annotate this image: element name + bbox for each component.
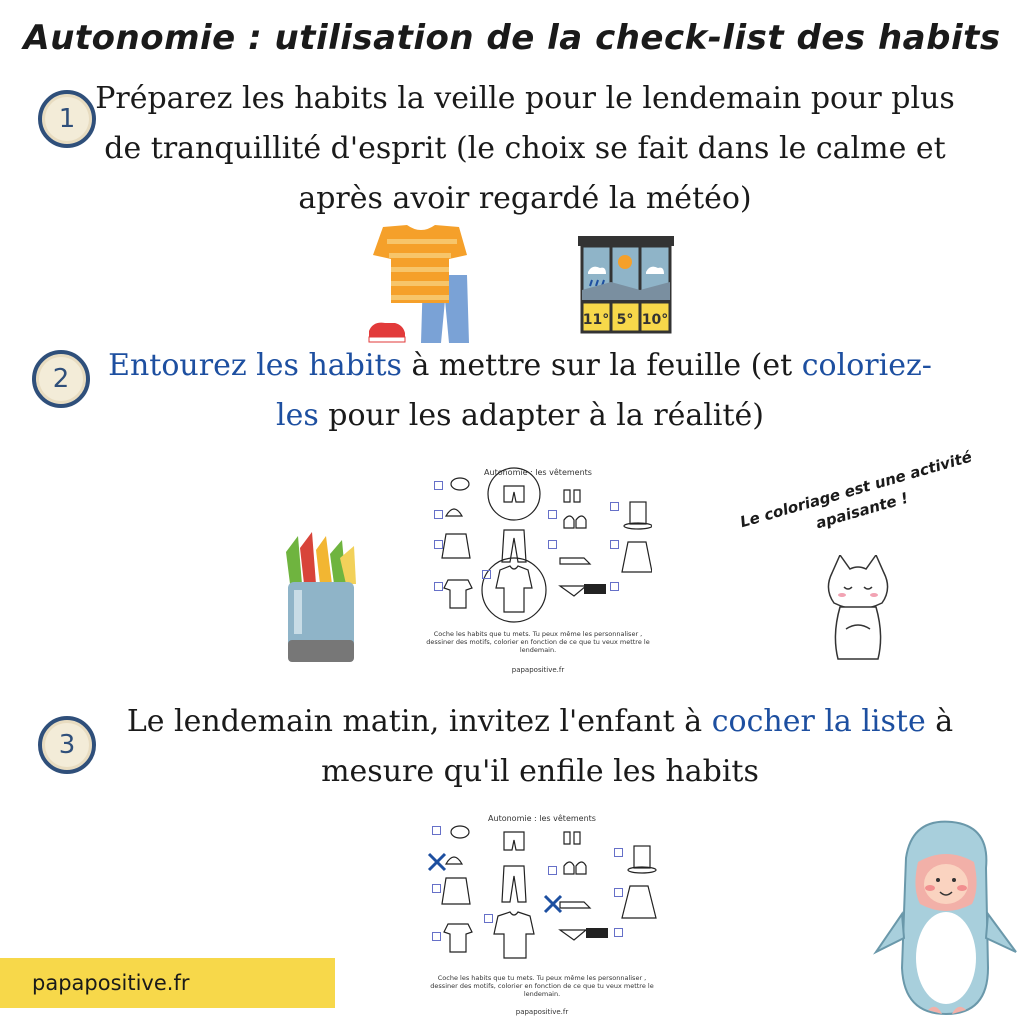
temp-label: 11° [582, 312, 610, 328]
sheet-caption: Coche les habits que tu mets. Tu peux même les personnaliser , dessiner des motifs, colorier en fonction de ce que tu veux mettre le lendemain. [430, 974, 654, 998]
temp-label: 10° [641, 312, 669, 328]
step-2-highlight: Entourez les habits [108, 348, 402, 383]
cat-icon [822, 555, 894, 665]
footer-site-badge: papapositive.fr [0, 958, 335, 1008]
checklist-sheet-2 [424, 810, 660, 1020]
sheet-title: Autonomie : les vêtements [488, 814, 596, 823]
page-title: Autonomie : utilisation de la check-list des habits [23, 18, 1001, 58]
coloring-note: Le coloriage est une activité apaisante ! [738, 447, 974, 533]
sheet-site: papapositive.fr [515, 1008, 569, 1016]
step-1-number: 1 [38, 90, 96, 148]
clothes-icon [365, 225, 475, 345]
step-1-text: Préparez les habits la veille pour le lendemain pour plus de tranquillité d'esprit (le choix se fait dans le calme et après avoir regardé la météo) [95, 81, 955, 216]
step-3-highlight: cocher la liste [711, 704, 926, 739]
step-3-number: 3 [38, 716, 96, 774]
clothing-items-icon [424, 810, 660, 975]
step-2-highlight: coloriez-les [275, 348, 932, 433]
temp-label: 5° [616, 312, 634, 328]
checklist-sheet-1 [424, 462, 652, 678]
sheet-title: Autonomie : les vêtements [484, 468, 592, 477]
step-2-text: Entourez les habits à mettre sur la feuille (et coloriez-les pour les adapter à la réalité) [108, 348, 932, 433]
step-2-number: 2 [32, 350, 90, 408]
weather-icon [578, 236, 674, 334]
pencil-cup-icon [280, 532, 362, 664]
sheet-caption: Coche les habits que tu mets. Tu peux même les personnaliser , dessiner des motifs, colorier en fonction de ce que tu veux mettre le lendemain. [426, 630, 650, 654]
penguin-child-icon [872, 818, 1018, 1018]
sheet-site: papapositive.fr [511, 666, 565, 674]
step-3-text: Le lendemain matin, invitez l'enfant à cocher la liste à mesure qu'il enfile les habits [126, 704, 954, 789]
